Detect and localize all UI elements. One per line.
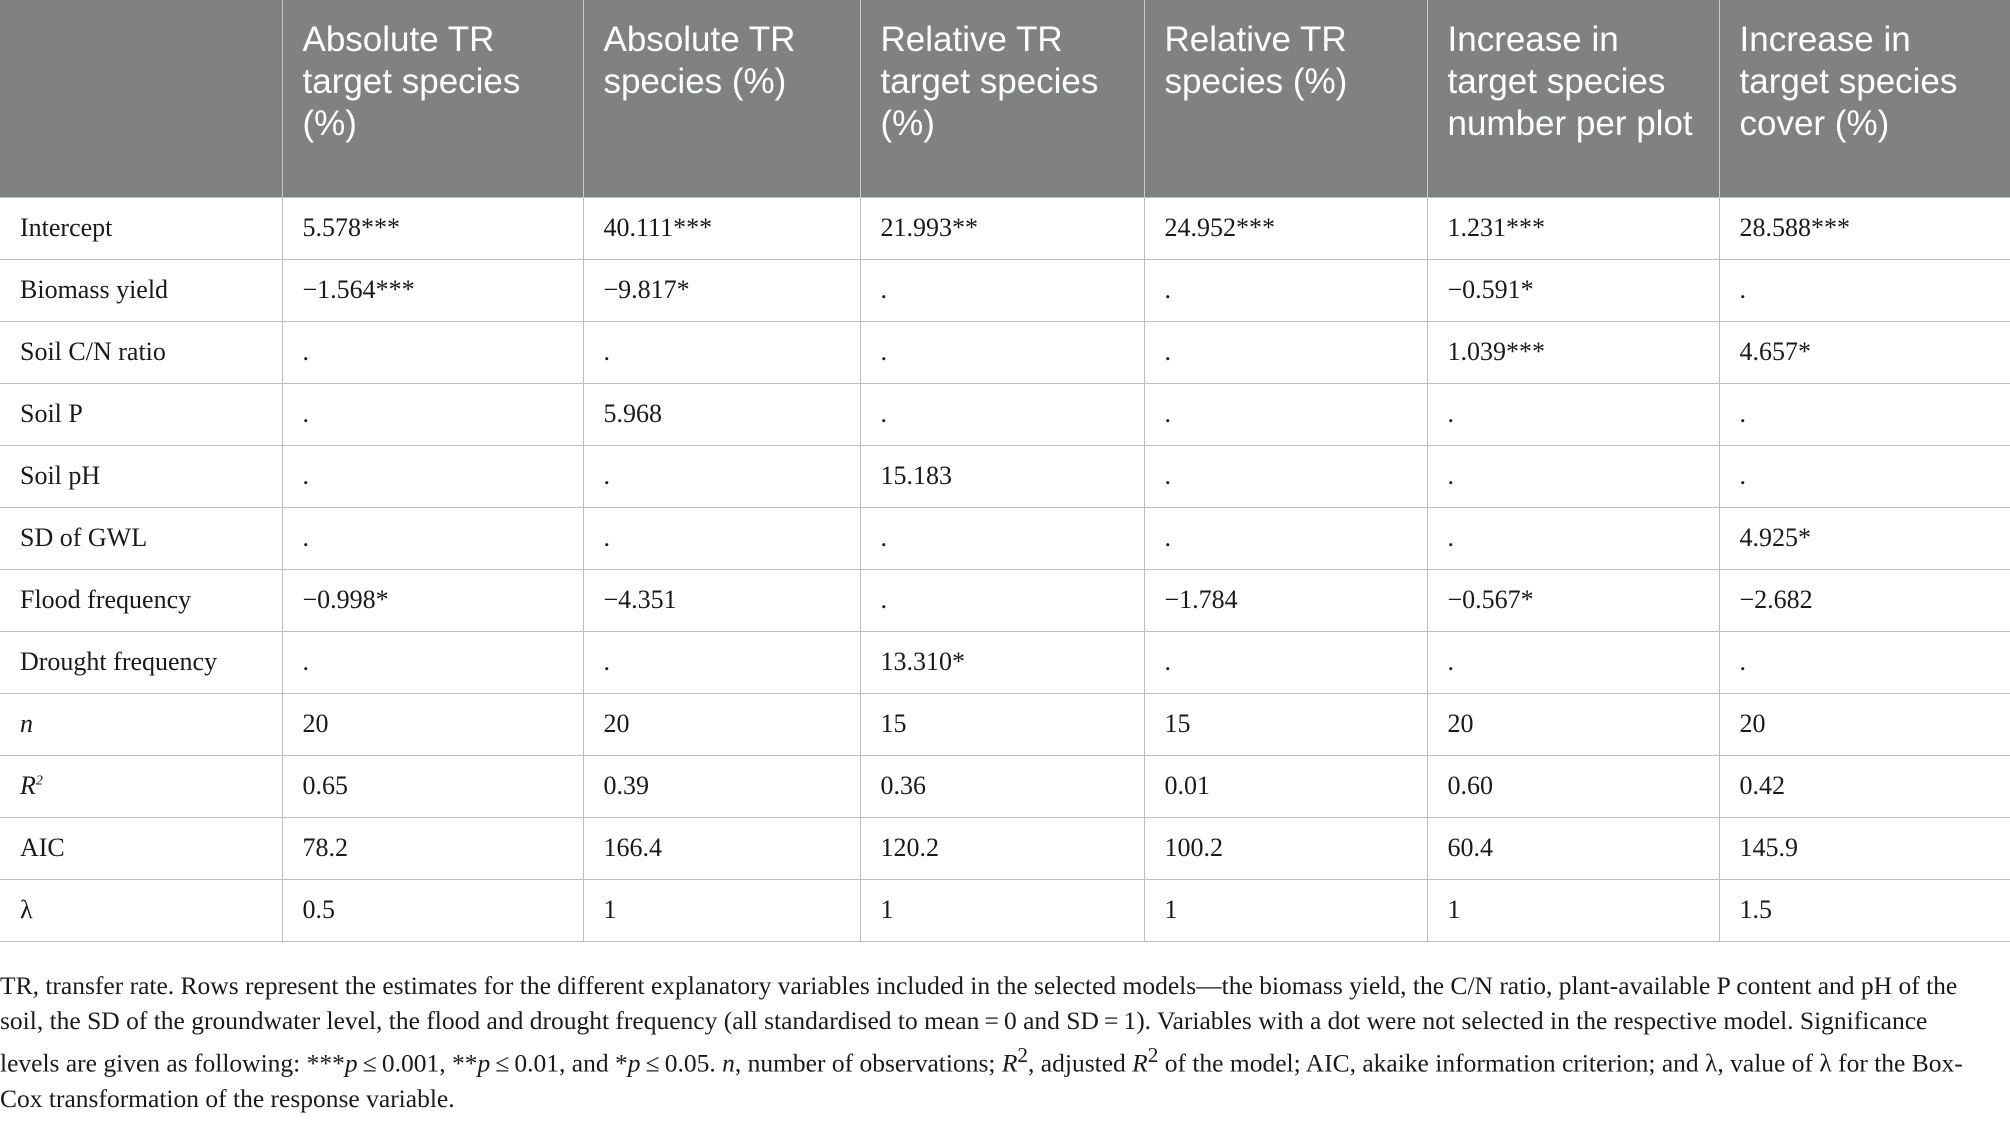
row-label xyxy=(0,383,282,445)
table-cell: . xyxy=(1144,631,1427,693)
footnote-text-4: ≤ 0.05. xyxy=(640,1048,723,1078)
table-row xyxy=(0,321,2010,383)
table-cell: 0.36 xyxy=(860,755,1144,817)
row-label-text: R xyxy=(20,771,36,800)
table-cell: . xyxy=(1144,259,1427,321)
table-cell: 13.310* xyxy=(860,631,1144,693)
table-cell: . xyxy=(282,631,583,693)
header-cell-empty xyxy=(0,0,282,197)
table-cell: . xyxy=(860,383,1144,445)
footnote-text-2: ≤ 0.001, ** xyxy=(357,1048,478,1078)
table-body xyxy=(0,197,2010,941)
table-cell: 0.01 xyxy=(1144,755,1427,817)
table-cell: . xyxy=(1144,383,1427,445)
row-label xyxy=(0,817,282,879)
table-cell: 166.4 xyxy=(583,817,860,879)
footnote-r-symbol: R xyxy=(1001,1048,1018,1078)
table-row xyxy=(0,197,2010,259)
table-cell: −1.784 xyxy=(1144,569,1427,631)
row-label xyxy=(0,693,282,755)
table-cell: . xyxy=(860,569,1144,631)
footnote-p-symbol: p xyxy=(344,1048,358,1078)
table-cell: 1 xyxy=(860,879,1144,941)
table-cell: 40.111*** xyxy=(583,197,860,259)
table-row xyxy=(0,445,2010,507)
table-cell: −0.998* xyxy=(282,569,583,631)
table-cell: 0.60 xyxy=(1427,755,1719,817)
table-cell: 1.5 xyxy=(1719,879,2010,941)
footnote-superscript: 2 xyxy=(1147,1043,1159,1067)
table-cell: . xyxy=(583,445,860,507)
table-cell: 24.952*** xyxy=(1144,197,1427,259)
table-cell: . xyxy=(1144,321,1427,383)
table-cell: . xyxy=(1427,631,1719,693)
table-cell: 20 xyxy=(1719,693,2010,755)
table-cell: 1.231*** xyxy=(1427,197,1719,259)
table-cell: 120.2 xyxy=(860,817,1144,879)
table-cell: . xyxy=(1144,507,1427,569)
row-label xyxy=(0,445,282,507)
table-row xyxy=(0,507,2010,569)
header-cell-abs-tr-species: Absolute TR species (%) xyxy=(583,0,860,197)
header-cell-increase-number: Increase in target species number per plot xyxy=(1427,0,1719,197)
table-cell: 1 xyxy=(583,879,860,941)
table-cell: . xyxy=(282,321,583,383)
row-label-text: Biomass yield xyxy=(20,275,169,304)
table-row xyxy=(0,259,2010,321)
table-cell: −2.682 xyxy=(1719,569,2010,631)
footnote-text-5: , number of observations; xyxy=(734,1048,1002,1078)
row-label xyxy=(0,631,282,693)
header-cell-rel-tr-target: Relative TR target species (%) xyxy=(860,0,1144,197)
table-cell: 0.5 xyxy=(282,879,583,941)
table-cell: 1.039*** xyxy=(1427,321,1719,383)
table-row xyxy=(0,569,2010,631)
table-cell: . xyxy=(282,383,583,445)
table-cell: . xyxy=(1427,383,1719,445)
row-label-text: Soil pH xyxy=(20,461,101,490)
table-cell: 4.925* xyxy=(1719,507,2010,569)
table-cell: 78.2 xyxy=(282,817,583,879)
row-label-text: Soil P xyxy=(20,399,83,428)
table-cell: −0.567* xyxy=(1427,569,1719,631)
table-cell: 1 xyxy=(1427,879,1719,941)
header-cell-rel-tr-species: Relative TR species (%) xyxy=(1144,0,1427,197)
table-cell: 0.65 xyxy=(282,755,583,817)
table-cell: 21.993** xyxy=(860,197,1144,259)
row-label-text: λ xyxy=(20,895,33,924)
row-label-text: Drought frequency xyxy=(20,647,218,676)
table-cell: 5.968 xyxy=(583,383,860,445)
row-label xyxy=(0,321,282,383)
footnote-text-6: , adjusted xyxy=(1028,1048,1133,1078)
footnote-n-symbol: n xyxy=(722,1048,735,1078)
header-cell-increase-cover: Increase in target species cover (%) xyxy=(1719,0,2010,197)
table-cell: 4.657* xyxy=(1719,321,2010,383)
table-cell: . xyxy=(583,321,860,383)
header-cell-abs-tr-target: Absolute TR target species (%) xyxy=(282,0,583,197)
row-label-text: Soil C/N ratio xyxy=(20,337,166,366)
footnote-p-symbol: p xyxy=(627,1048,641,1078)
table-cell: 20 xyxy=(583,693,860,755)
table-cell: 15.183 xyxy=(860,445,1144,507)
table-row xyxy=(0,817,2010,879)
table-cell: 5.578*** xyxy=(282,197,583,259)
table-cell: 28.588*** xyxy=(1719,197,2010,259)
table-header xyxy=(0,0,2010,197)
table-cell: 0.42 xyxy=(1719,755,2010,817)
table-row xyxy=(0,879,2010,941)
table-footnote xyxy=(0,968,1990,1116)
table-cell: 0.39 xyxy=(583,755,860,817)
table-cell: . xyxy=(1719,259,2010,321)
row-label xyxy=(0,569,282,631)
table-row xyxy=(0,383,2010,445)
footnote-text-3: ≤ 0.01, and * xyxy=(490,1048,628,1078)
table-row xyxy=(0,755,2010,817)
row-label xyxy=(0,507,282,569)
table-cell: 20 xyxy=(1427,693,1719,755)
table-cell: −4.351 xyxy=(583,569,860,631)
table-cell: . xyxy=(583,631,860,693)
row-label xyxy=(0,755,282,817)
row-label-text: Flood frequency xyxy=(20,585,192,614)
table-cell: 100.2 xyxy=(1144,817,1427,879)
row-label-text: Intercept xyxy=(20,213,113,242)
table-cell: . xyxy=(1427,507,1719,569)
row-label xyxy=(0,259,282,321)
footnote-r-symbol: R xyxy=(1132,1048,1148,1078)
table-cell: . xyxy=(1144,445,1427,507)
row-label-superscript: 2 xyxy=(35,773,43,789)
table-cell: 20 xyxy=(282,693,583,755)
table-cell: . xyxy=(1719,383,2010,445)
footnote-text-7: of the model; AIC, akaike information criterion; and λ, value of λ for the Box-Cox transformation of the response variable. xyxy=(0,1048,1963,1113)
row-label-text: SD of GWL xyxy=(20,523,148,552)
table-cell: . xyxy=(860,507,1144,569)
table-cell: 145.9 xyxy=(1719,817,2010,879)
table-cell: 60.4 xyxy=(1427,817,1719,879)
table-cell: −0.591* xyxy=(1427,259,1719,321)
table-cell: . xyxy=(282,445,583,507)
table-row xyxy=(0,631,2010,693)
header-row xyxy=(0,0,2010,197)
table-cell: 15 xyxy=(860,693,1144,755)
row-label-text: AIC xyxy=(20,833,65,862)
table-cell: . xyxy=(860,321,1144,383)
table-row xyxy=(0,693,2010,755)
table-cell: . xyxy=(1427,445,1719,507)
table-cell: . xyxy=(1719,631,2010,693)
footnote-text-1: TR, transfer rate. Rows represent the estimates for the different explanatory variables included in the selected models—the biomass yield, the C/N ratio, plant-available P content and pH of the soil, the SD of the groundwater level, the flood and drought frequency (all standardised to mean = 0 and SD = 1). Variables with a dot were not selected in the respective model. Significance levels are given as following: *** xyxy=(0,971,1958,1078)
table-cell: . xyxy=(1719,445,2010,507)
row-label xyxy=(0,197,282,259)
footnote-superscript: 2 xyxy=(1017,1043,1029,1067)
table-cell: 1 xyxy=(1144,879,1427,941)
row-label xyxy=(0,879,282,941)
table-cell: −9.817* xyxy=(583,259,860,321)
table-cell: . xyxy=(860,259,1144,321)
footnote-p-symbol: p xyxy=(477,1048,491,1078)
row-label-text: n xyxy=(20,709,33,738)
table-cell: 15 xyxy=(1144,693,1427,755)
table-cell: . xyxy=(583,507,860,569)
table-cell: −1.564*** xyxy=(282,259,583,321)
table-cell: . xyxy=(282,507,583,569)
